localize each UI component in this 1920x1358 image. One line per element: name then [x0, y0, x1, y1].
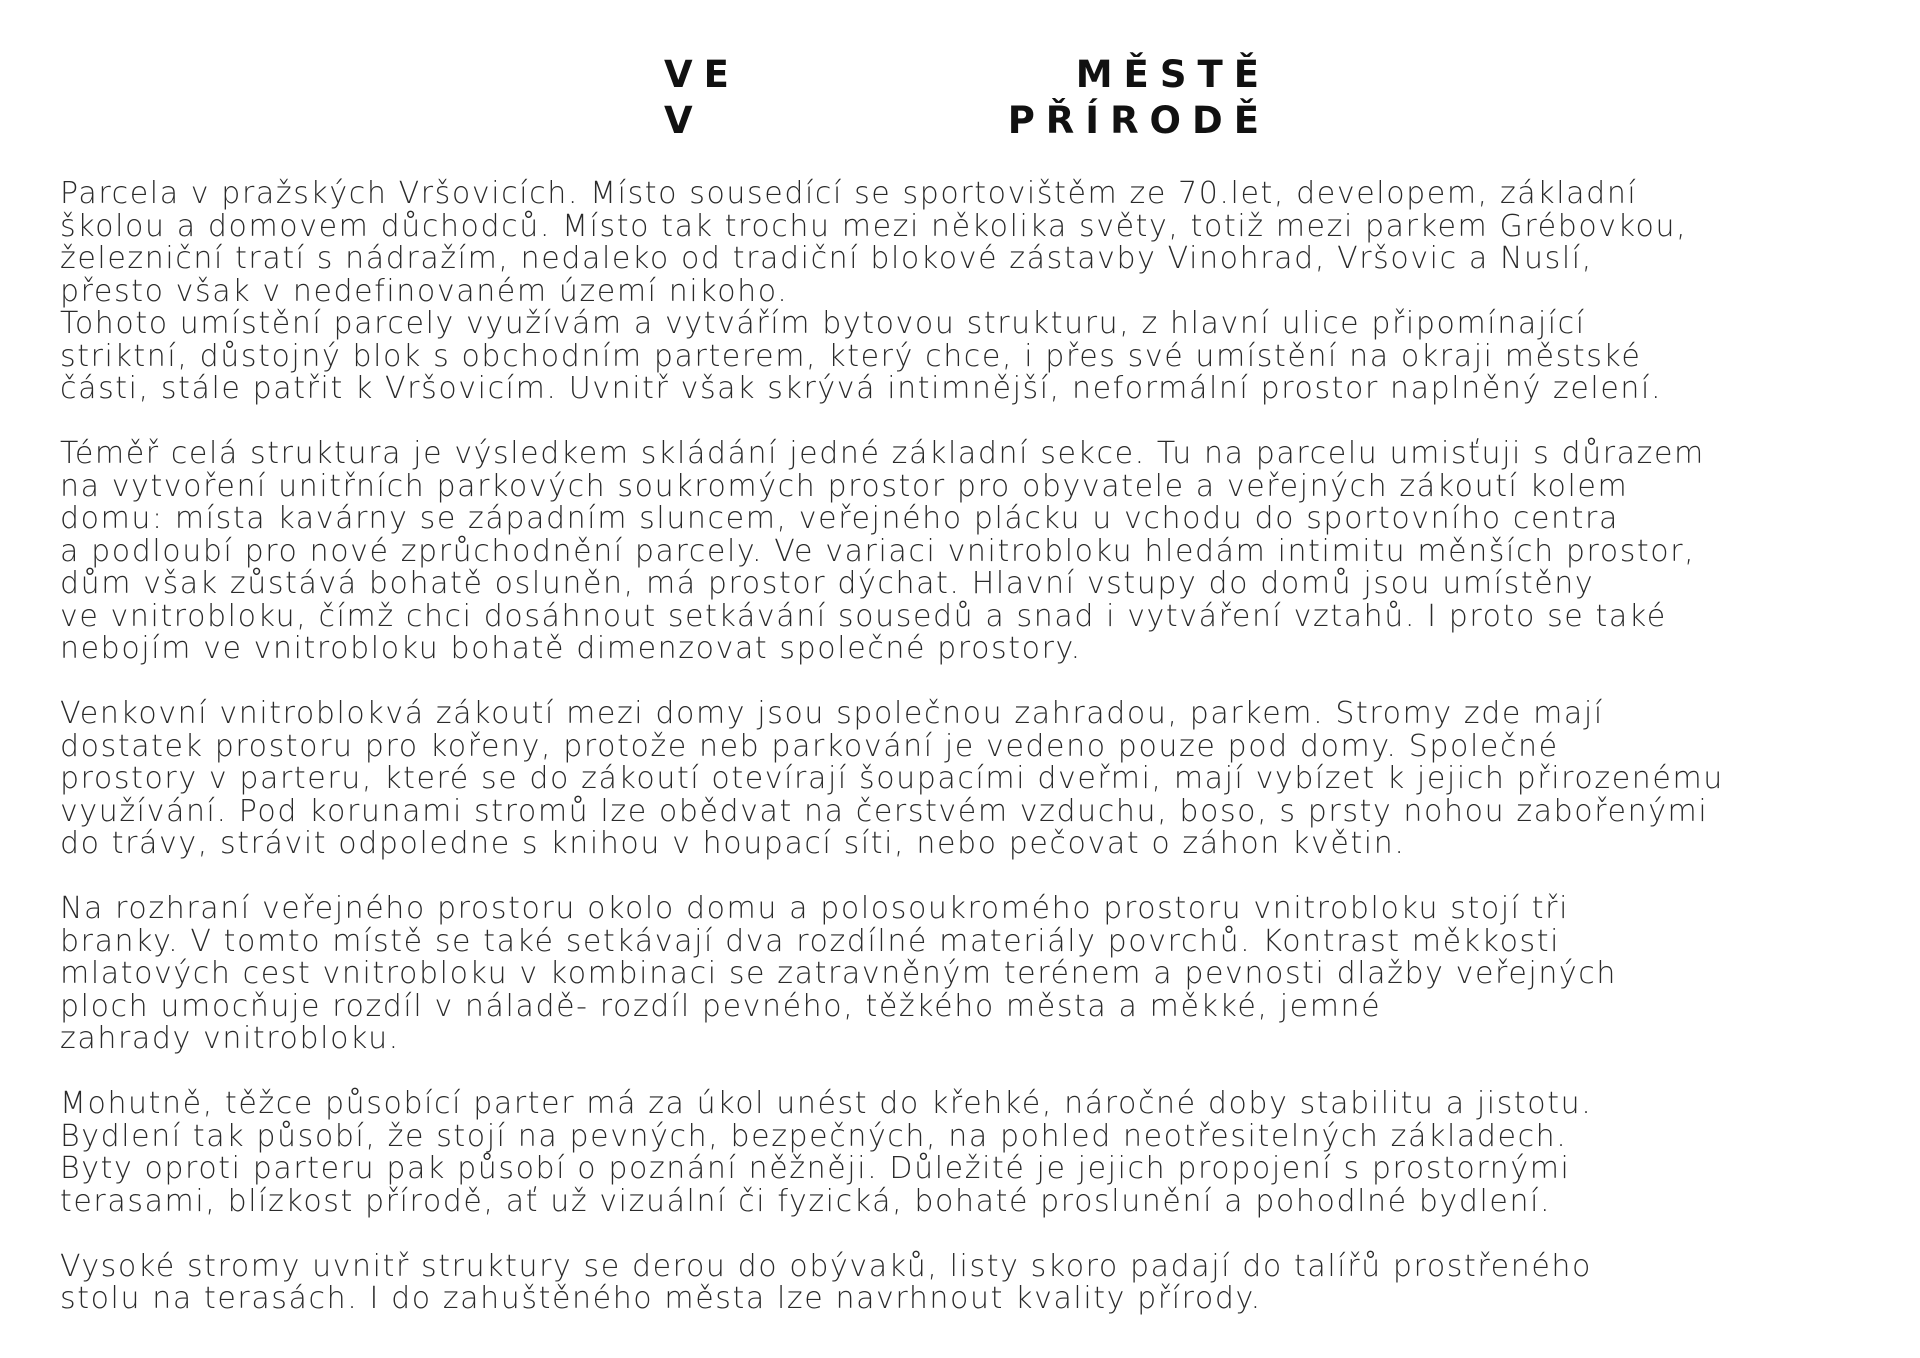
- text-line: Bydlení tak působí, že stojí na pevných, bezpečných, na pohled neotřesitelných základech.: [60, 1118, 1568, 1154]
- text-line: stolu na terasách. I do zahuštěného města lze navrhnout kvality přírody.: [60, 1281, 1262, 1316]
- text-line: na vytvoření unitřních parkových soukromých prostor pro obyvatele a veřejných zákoutí kolem: [60, 468, 1629, 504]
- text-line: Vysoké stromy uvnitř struktury se derou do obývaků, listy skoro padají do talířů prostřeného: [60, 1248, 1592, 1284]
- body-text: [60, 178, 1880, 1348]
- text-line: zahrady vnitrobloku.: [60, 1021, 400, 1056]
- text-line: školou a domovem důchodců. Místo tak trochu mezi několika světy, totiž mezi parkem Grébovkou,: [60, 208, 1688, 244]
- text-line: nebojím ve vnitrobloku bohatě dimenzovat společné prostory.: [60, 631, 1082, 666]
- text-line: mlatových cest vnitrobloku v kombinaci se zatravněným terénem a pevnosti dlažby veřejných: [60, 956, 1617, 991]
- text-line: Téměř celá struktura je výsledkem skládání jedné základní sekce. Tu na parcelu umisťuji s důrazem: [60, 436, 1705, 471]
- text-line: Parcela v pražských Vršovicích. Místo sousedící se sportovištěm ze 70.let, developem, základní: [60, 176, 1638, 211]
- text-line: využívání. Pod korunami stromů lze obědvat na čerstvém vzduchu, boso, s prsty nohou zabořenými: [60, 793, 1709, 829]
- title-word-ve: VE: [664, 53, 740, 96]
- text-line: domu: místa kavárny se západním sluncem, veřejného plácku u vchodu do sportovního centra: [60, 501, 1619, 536]
- paragraph: [60, 1248, 1880, 1316]
- text-line: branky. V tomto místě se také setkávají dva rozdílné materiály povrchů. Kontrast měkkosti: [60, 923, 1561, 959]
- text-line: a podloubí pro nové zprůchodnění parcely. Ve variaci vnitrobloku hledám intimitu měnších prostor,: [60, 533, 1696, 569]
- title-row-2: [664, 98, 1270, 144]
- text-line: terasami, blízkost přírodě, ať už vizuální či fyzická, bohaté proslunění a pohodlné bydlení.: [60, 1183, 1552, 1219]
- text-line: striktní, důstojný blok s obchodním parterem, který chce, i přes své umístění na okraji městské: [60, 338, 1642, 374]
- text-line: části, stále patřit k Vršovicím. Uvnitř však skrývá intimnější, neformální prostor naplněný zelení.: [60, 371, 1663, 406]
- text-line: Mohutně, těžce působící parter má za úkol unést do křehké, náročné doby stabilitu a jistotu.: [60, 1086, 1593, 1121]
- title-word-meste: MĚSTĚ: [1075, 53, 1270, 96]
- text-line: ploch umocňuje rozdíl v náladě- rozdíl pevného, těžkého města a měkké, jemné: [60, 988, 1382, 1024]
- text-line: Tohoto umístění parcely využívám a vytvářím bytovou strukturu, z hlavní ulice připomínající: [60, 306, 1586, 341]
- title-word-prirode: PŘÍRODĚ: [1007, 99, 1270, 142]
- paragraph: [60, 178, 1880, 406]
- paragraph: [60, 1088, 1880, 1218]
- text-line: přesto však v nedefinovaném území nikoho.: [60, 273, 789, 309]
- paragraph: [60, 698, 1880, 861]
- text-line: Venkovní vnitroblokvá zákoutí mezi domy jsou společnou zahradou, parkem. Stromy zde mají: [60, 696, 1604, 731]
- text-line: dostatek prostoru pro kořeny, protože neb parkování je vedeno pouze pod domy. Společné: [60, 728, 1559, 764]
- text-line: ve vnitrobloku, čímž chci dosáhnout setkávání sousedů a snad i vytváření vztahů. I proto se také: [60, 598, 1667, 634]
- title-word-v: V: [664, 99, 704, 142]
- page-title: [664, 52, 1270, 144]
- text-line: dům však zůstává bohatě osluněn, má prostor dýchat. Hlavní vstupy do domů jsou umístěny: [60, 566, 1595, 601]
- text-line: železniční tratí s nádražím, nedaleko od tradiční blokové zástavby Vinohrad, Vršovic a Nuslí,: [60, 241, 1593, 276]
- text-line: Byty oproti parteru pak působí o poznání něžněji. Důležité je jejich propojení s prostornými: [60, 1151, 1571, 1186]
- paragraph: [60, 438, 1880, 666]
- text-line: do trávy, strávit odpoledne s knihou v houpací síti, nebo pečovat o záhon květin.: [60, 826, 1406, 861]
- title-row-1: [664, 52, 1270, 98]
- paragraph: [60, 893, 1880, 1056]
- text-line: Na rozhraní veřejného prostoru okolo domu a polosoukromého prostoru vnitrobloku stojí tři: [60, 891, 1570, 926]
- text-line: prostory v parteru, které se do zákoutí otevírají šoupacími dveřmi, mají vybízet k jejich přirozenému: [60, 761, 1724, 796]
